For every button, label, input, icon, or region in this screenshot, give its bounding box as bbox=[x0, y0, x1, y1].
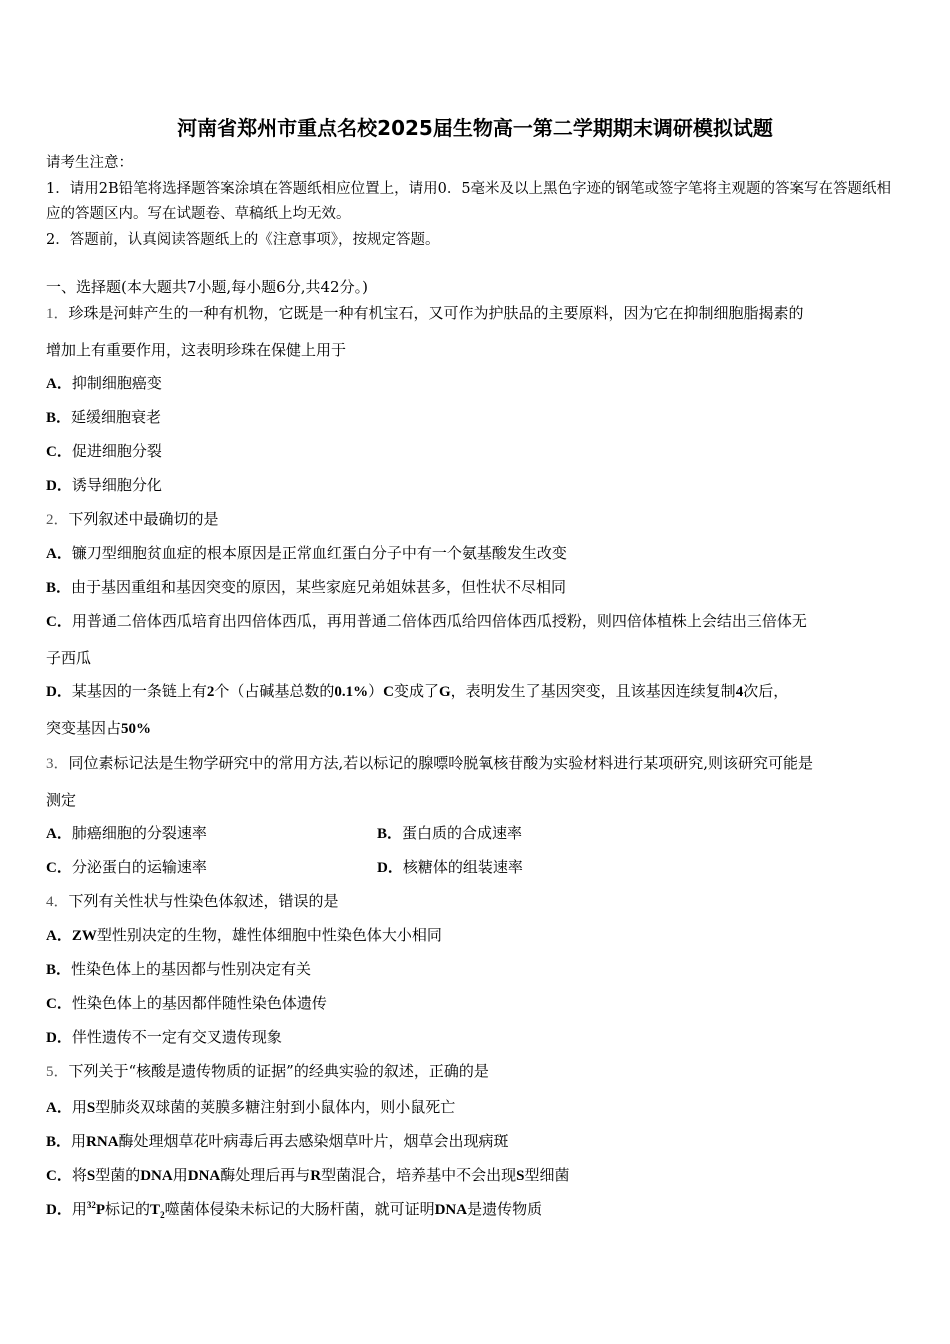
q2-option-d[interactable]: D．某基因的一条链上有2个（占碱基总数的0.1%）C变成了G，表明发生了基因突变，且该基因连续复制4次后， bbox=[46, 682, 789, 700]
q2-option-c-cont: 子西瓜 bbox=[46, 649, 92, 667]
q3-option-d[interactable]: D．核糖体的组装速率 bbox=[377, 858, 523, 876]
notice-heading: 请考生注意： bbox=[46, 155, 133, 171]
question-3-stem: 3．同位素标记法是生物学研究中的常用方法,若以标记的腺嘌呤脱氧核苷酸为实验材料进行某项研究,则该研究可能是 bbox=[46, 754, 814, 772]
q4-option-c[interactable]: C．性染色体上的基因都伴随性染色体遗传 bbox=[46, 994, 327, 1012]
question-1-stem: 1．珍珠是河蚌产生的一种有机物，它既是一种有机宝石，又可作为护肤品的主要原料，因为它在抑制细胞脂揭素的 bbox=[46, 304, 804, 322]
q5-option-a[interactable]: A．用S型肺炎双球菌的荚膜多糖注射到小鼠体内，则小鼠死亡 bbox=[46, 1098, 456, 1116]
q3-option-a[interactable]: A．肺癌细胞的分裂速率 bbox=[46, 824, 207, 842]
q5-option-c[interactable]: C．将S型菌的DNA用DNA酶处理后再与R型菌混合，培养基中不会出现S型细菌 bbox=[46, 1166, 570, 1184]
question-3-stem-cont: 测定 bbox=[46, 791, 77, 809]
q2-option-b[interactable]: B．由于基因重组和基因突变的原因，某些家庭兄弟姐妹甚多，但性状不尽相同 bbox=[46, 578, 567, 596]
question-number: 4． bbox=[46, 894, 69, 910]
question-number: 1． bbox=[46, 306, 69, 322]
q4-option-a[interactable]: A．ZW型性别决定的生物，雄性体细胞中性染色体大小相同 bbox=[46, 926, 442, 944]
q4-option-d[interactable]: D．伴性遗传不一定有交叉遗传现象 bbox=[46, 1028, 282, 1046]
q2-option-a[interactable]: A．镰刀型细胞贫血症的根本原因是正常血红蛋白分子中有一个氨基酸发生改变 bbox=[46, 544, 567, 562]
q1-option-c[interactable]: C．促进细胞分裂 bbox=[46, 442, 162, 460]
question-number: 2． bbox=[46, 512, 69, 528]
q2-option-c[interactable]: C．用普通二倍体西瓜培育出四倍体西瓜，再用普通二倍体西瓜给四倍体西瓜授粉，则四倍体植株上会结出三倍体无 bbox=[46, 612, 807, 630]
notice-item-2: 2．答题前，认真阅读答题纸上的《注意事项》，按规定答题。 bbox=[46, 231, 440, 248]
exam-notice bbox=[46, 151, 902, 253]
q5-option-d[interactable]: D．用$^{32}$P标记的$T_2$噬菌体侵染未标记的大肠杆菌，就可证明DNA是遗传物质 bbox=[46, 1200, 543, 1220]
q4-option-b[interactable]: B．性染色体上的基因都与性别决定有关 bbox=[46, 960, 312, 978]
question-number: 3． bbox=[46, 756, 69, 772]
q3-option-c[interactable]: C．分泌蛋白的运输速率 bbox=[46, 858, 207, 876]
question-number: 5． bbox=[46, 1064, 69, 1080]
q1-option-a[interactable]: A．抑制细胞癌变 bbox=[46, 374, 162, 392]
notice-item-1: 1．请用2B铅笔将选择题答案涂填在答题纸相应位置上，请用0．5毫米及以上黑色字迹的钢笔或签字笔将主观题的答案写在答题纸相应的答题区内。写在试题卷、草稿纸上均无效。 bbox=[46, 180, 892, 222]
q3-option-b[interactable]: B．蛋白质的合成速率 bbox=[377, 824, 523, 842]
q2-option-d-cont: 突变基因占50% bbox=[46, 719, 152, 737]
question-2-stem: 2．下列叙述中最确切的是 bbox=[46, 510, 219, 528]
section-heading: 一、选择题(本大题共7小题,每小题6分,共42分。) bbox=[46, 278, 368, 296]
question-5-stem: 5．下列关于“核酸是遗传物质的证据”的经典实验的叙述，正确的是 bbox=[46, 1062, 489, 1080]
q1-option-b[interactable]: B．延缓细胞衰老 bbox=[46, 408, 162, 426]
question-1-stem-cont: 增加上有重要作用，这表明珍珠在保健上用于 bbox=[46, 341, 347, 359]
q5-option-b[interactable]: B．用RNA酶处理烟草花叶病毒后再去感染烟草叶片，烟草会出现病斑 bbox=[46, 1132, 509, 1150]
q1-option-d[interactable]: D．诱导细胞分化 bbox=[46, 476, 162, 494]
page-title: 河南省郑州市重点名校2025届生物高一第二学期期末调研模拟试题 bbox=[177, 116, 773, 140]
question-4-stem: 4．下列有关性状与性染色体叙述，错误的是 bbox=[46, 892, 339, 910]
